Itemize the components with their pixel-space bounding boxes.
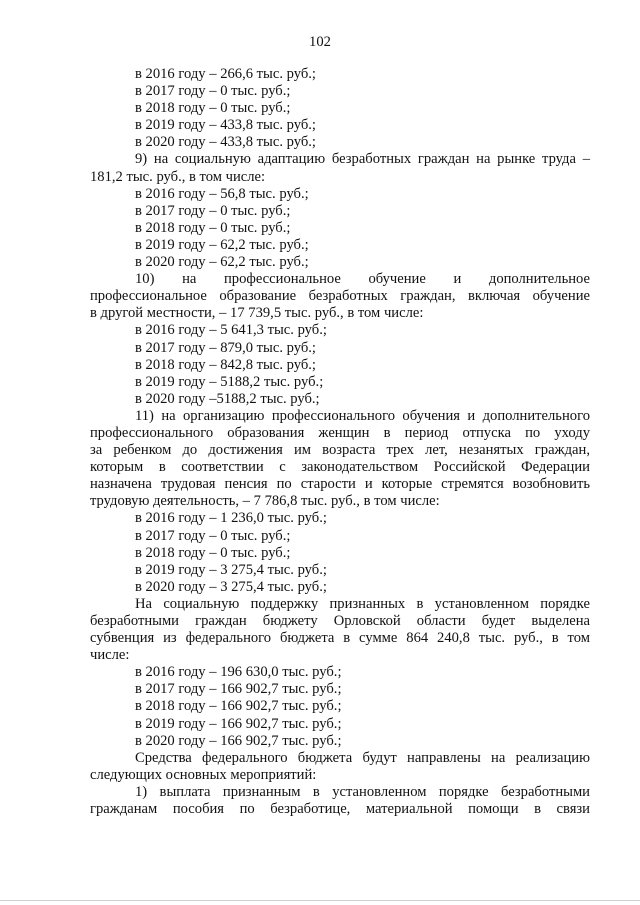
text-line: в 2017 году – 0 тыс. руб.; <box>135 527 291 544</box>
text-line: в 2017 году – 879,0 тыс. руб.; <box>135 339 316 356</box>
text-line: субвенция из федерального бюджета в сумме 864 240,8 тыс. руб., в том <box>90 630 590 647</box>
text-line: в 2016 году – 1 236,0 тыс. руб.; <box>135 510 327 527</box>
text-line: в 2019 году – 5188,2 тыс. руб.; <box>135 373 324 390</box>
text-line: в 2016 году – 5 641,3 тыс. руб.; <box>135 322 327 339</box>
text-line: в 2020 году – 433,8 тыс. руб.; <box>135 134 316 151</box>
text-line: в 2018 году – 166 902,7 тыс. руб.; <box>135 698 342 715</box>
text-line: в 2016 году – 56,8 тыс. руб.; <box>135 185 309 202</box>
text-line: профессиональное образование безработных граждан, включая обучение <box>90 288 590 305</box>
text-line: 1) выплата признанным в установленном порядке безработными <box>135 783 590 800</box>
text-line: 11) на организацию профессионального обучения и дополнительного <box>135 407 590 424</box>
text-line: 9) на социальную адаптацию безработных граждан на рынке труда – <box>135 151 590 168</box>
page-edge-line <box>0 900 640 901</box>
document-body <box>90 66 590 818</box>
text-line: следующих основных мероприятий: <box>90 766 317 783</box>
text-line: 10) на профессиональное обучение и дополнительное <box>135 271 590 288</box>
text-line: Средства федерального бюджета будут направлены на реализацию <box>135 749 590 766</box>
text-line: в 2018 году – 842,8 тыс. руб.; <box>135 356 316 373</box>
page-number: 102 <box>309 34 331 50</box>
text-line: гражданам пособия по безработице, материальной помощи в связи <box>90 801 590 818</box>
text-line: в 2020 году – 62,2 тыс. руб.; <box>135 254 309 271</box>
text-line: в другой местности, – 17 739,5 тыс. руб., в том числе: <box>90 305 424 322</box>
text-line: в 2017 году – 0 тыс. руб.; <box>135 202 291 219</box>
text-line: 181,2 тыс. руб., в том числе: <box>90 168 266 185</box>
text-line: в 2017 году – 0 тыс. руб.; <box>135 83 291 100</box>
text-line: в 2019 году – 166 902,7 тыс. руб.; <box>135 715 342 732</box>
text-line: в 2018 году – 0 тыс. руб.; <box>135 544 291 561</box>
text-line: безработными граждан бюджету Орловской области будет выделена <box>90 613 590 629</box>
text-line: в 2019 году – 3 275,4 тыс. руб.; <box>135 561 327 578</box>
text-line: в 2020 году –5188,2 тыс. руб.; <box>135 390 320 407</box>
text-line: которым в соответствии с законодательством Российской Федерации <box>90 459 590 476</box>
text-line: в 2020 году – 166 902,7 тыс. руб.; <box>135 732 342 749</box>
text-line: трудовую деятельность, – 7 786,8 тыс. руб., в том числе: <box>90 493 440 510</box>
text-line: в 2020 году – 3 275,4 тыс. руб.; <box>135 578 327 595</box>
text-line: профессионального образования женщин в период отпуска по уходу <box>90 424 590 441</box>
text-line: числе: <box>90 647 130 664</box>
text-line: На социальную поддержку признанных в установленном порядке <box>135 595 590 612</box>
text-line: в 2016 году – 266,6 тыс. руб.; <box>135 66 316 82</box>
text-line: в 2019 году – 433,8 тыс. руб.; <box>135 117 316 134</box>
text-line: назначена трудовая пенсия по старости и которые стремятся возобновить <box>90 476 590 493</box>
text-line: в 2018 году – 0 тыс. руб.; <box>135 219 291 236</box>
text-line: в 2016 году – 196 630,0 тыс. руб.; <box>135 664 342 681</box>
text-line: за ребенком до достижения им возраста трех лет, незанятых граждан, <box>90 442 590 459</box>
text-line: в 2018 году – 0 тыс. руб.; <box>135 100 291 117</box>
text-line: в 2019 году – 62,2 тыс. руб.; <box>135 236 309 253</box>
text-line: в 2017 году – 166 902,7 тыс. руб.; <box>135 681 342 698</box>
